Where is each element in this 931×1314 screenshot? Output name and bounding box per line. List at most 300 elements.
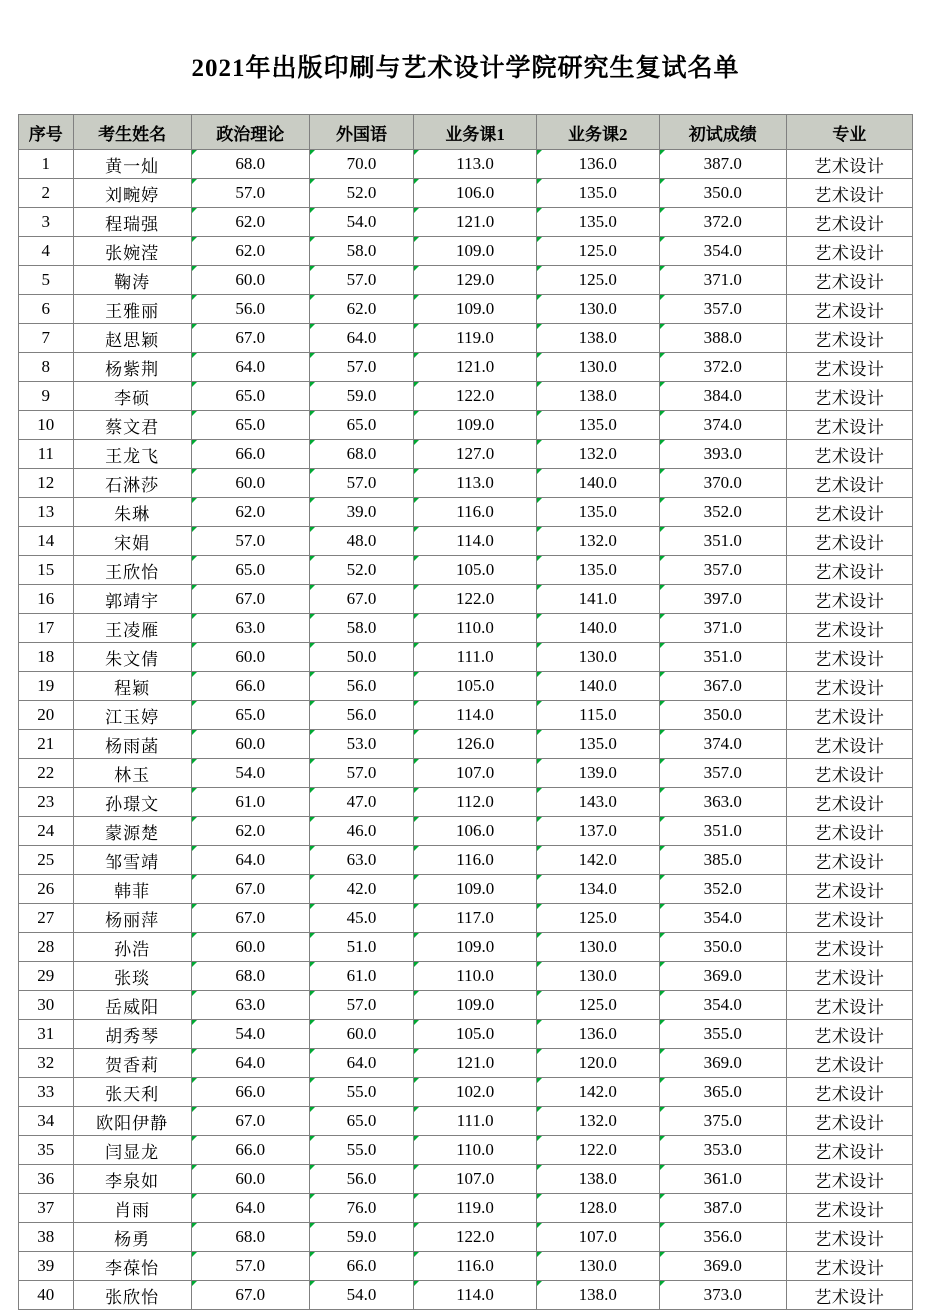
cell-subject-2: 125.0 [536, 266, 659, 295]
cell-politics: 57.0 [191, 1252, 309, 1281]
cell-politics: 64.0 [191, 1194, 309, 1223]
cell-foreign-language: 54.0 [309, 208, 414, 237]
cell-subject-1: 117.0 [414, 904, 537, 933]
cell-total: 354.0 [659, 991, 786, 1020]
cell-foreign-language: 57.0 [309, 353, 414, 382]
cell-subject-2: 138.0 [536, 1281, 659, 1310]
cell-total: 375.0 [659, 1107, 786, 1136]
cell-index: 27 [19, 904, 74, 933]
table-row [19, 614, 913, 643]
cell-subject-2: 135.0 [536, 556, 659, 585]
cell-name: 蔡文君 [73, 411, 191, 440]
cell-subject-1: 114.0 [414, 527, 537, 556]
cell-politics: 65.0 [191, 556, 309, 585]
cell-index: 16 [19, 585, 74, 614]
cell-major: 艺术设计 [786, 1078, 912, 1107]
cell-total: 354.0 [659, 904, 786, 933]
cell-name: 王凌雁 [73, 614, 191, 643]
cell-major: 艺术设计 [786, 904, 912, 933]
table-row [19, 1281, 913, 1310]
cell-subject-1: 112.0 [414, 788, 537, 817]
cell-name: 岳威阳 [73, 991, 191, 1020]
cell-name: 朱文倩 [73, 643, 191, 672]
table-row [19, 1049, 913, 1078]
cell-subject-1: 110.0 [414, 614, 537, 643]
cell-total: 369.0 [659, 1049, 786, 1078]
cell-index: 29 [19, 962, 74, 991]
cell-name: 林玉 [73, 759, 191, 788]
table-row [19, 643, 913, 672]
cell-major: 艺术设计 [786, 382, 912, 411]
column-header-subject-1: 业务课1 [414, 115, 537, 150]
cell-total: 350.0 [659, 701, 786, 730]
cell-subject-2: 132.0 [536, 527, 659, 556]
cell-subject-1: 121.0 [414, 208, 537, 237]
cell-politics: 64.0 [191, 846, 309, 875]
cell-subject-1: 109.0 [414, 237, 537, 266]
cell-name: 张琰 [73, 962, 191, 991]
cell-major: 艺术设计 [786, 208, 912, 237]
cell-total: 385.0 [659, 846, 786, 875]
cell-major: 艺术设计 [786, 1281, 912, 1310]
cell-total: 350.0 [659, 933, 786, 962]
cell-major: 艺术设计 [786, 1020, 912, 1049]
cell-subject-1: 109.0 [414, 411, 537, 440]
cell-subject-1: 121.0 [414, 353, 537, 382]
cell-subject-2: 140.0 [536, 614, 659, 643]
table-row [19, 179, 913, 208]
cell-name: 程颖 [73, 672, 191, 701]
cell-subject-1: 127.0 [414, 440, 537, 469]
cell-total: 365.0 [659, 1078, 786, 1107]
cell-subject-2: 132.0 [536, 1107, 659, 1136]
table-row [19, 556, 913, 585]
cell-total: 393.0 [659, 440, 786, 469]
cell-subject-2: 138.0 [536, 324, 659, 353]
cell-foreign-language: 60.0 [309, 1020, 414, 1049]
cell-politics: 64.0 [191, 1049, 309, 1078]
cell-subject-2: 143.0 [536, 788, 659, 817]
cell-total: 374.0 [659, 730, 786, 759]
cell-major: 艺术设计 [786, 991, 912, 1020]
cell-index: 11 [19, 440, 74, 469]
cell-name: 贺香莉 [73, 1049, 191, 1078]
cell-name: 孙璟文 [73, 788, 191, 817]
cell-name: 赵思颖 [73, 324, 191, 353]
cell-total: 367.0 [659, 672, 786, 701]
table-row [19, 1165, 913, 1194]
table-row [19, 150, 913, 179]
cell-subject-2: 135.0 [536, 498, 659, 527]
cell-name: 韩菲 [73, 875, 191, 904]
cell-index: 20 [19, 701, 74, 730]
cell-index: 21 [19, 730, 74, 759]
cell-foreign-language: 62.0 [309, 295, 414, 324]
column-header-foreign-language: 外国语 [309, 115, 414, 150]
cell-subject-2: 142.0 [536, 846, 659, 875]
cell-total: 357.0 [659, 759, 786, 788]
cell-politics: 67.0 [191, 324, 309, 353]
table-row [19, 1136, 913, 1165]
table-row [19, 324, 913, 353]
cell-subject-2: 137.0 [536, 817, 659, 846]
cell-foreign-language: 68.0 [309, 440, 414, 469]
cell-total: 361.0 [659, 1165, 786, 1194]
table-row [19, 353, 913, 382]
cell-index: 25 [19, 846, 74, 875]
cell-subject-2: 128.0 [536, 1194, 659, 1223]
cell-index: 33 [19, 1078, 74, 1107]
table-row [19, 962, 913, 991]
cell-foreign-language: 58.0 [309, 614, 414, 643]
cell-politics: 66.0 [191, 1078, 309, 1107]
table-row [19, 730, 913, 759]
cell-politics: 65.0 [191, 382, 309, 411]
cell-foreign-language: 55.0 [309, 1136, 414, 1165]
cell-index: 28 [19, 933, 74, 962]
cell-subject-1: 116.0 [414, 846, 537, 875]
cell-index: 4 [19, 237, 74, 266]
cell-total: 354.0 [659, 237, 786, 266]
cell-total: 353.0 [659, 1136, 786, 1165]
cell-major: 艺术设计 [786, 933, 912, 962]
cell-subject-1: 121.0 [414, 1049, 537, 1078]
cell-foreign-language: 64.0 [309, 324, 414, 353]
column-header-politics: 政治理论 [191, 115, 309, 150]
cell-name: 王龙飞 [73, 440, 191, 469]
table-row [19, 382, 913, 411]
cell-politics: 67.0 [191, 1281, 309, 1310]
cell-total: 352.0 [659, 875, 786, 904]
cell-politics: 60.0 [191, 266, 309, 295]
cell-total: 351.0 [659, 643, 786, 672]
cell-index: 37 [19, 1194, 74, 1223]
cell-major: 艺术设计 [786, 353, 912, 382]
cell-foreign-language: 65.0 [309, 411, 414, 440]
cell-subject-1: 129.0 [414, 266, 537, 295]
cell-name: 邹雪靖 [73, 846, 191, 875]
cell-index: 22 [19, 759, 74, 788]
cell-foreign-language: 57.0 [309, 469, 414, 498]
cell-subject-1: 109.0 [414, 933, 537, 962]
cell-index: 10 [19, 411, 74, 440]
table-row [19, 527, 913, 556]
cell-foreign-language: 65.0 [309, 1107, 414, 1136]
cell-subject-2: 122.0 [536, 1136, 659, 1165]
cell-major: 艺术设计 [786, 672, 912, 701]
cell-politics: 66.0 [191, 1136, 309, 1165]
table-row [19, 788, 913, 817]
table-row [19, 440, 913, 469]
cell-total: 374.0 [659, 411, 786, 440]
column-header-name: 考生姓名 [73, 115, 191, 150]
cell-total: 350.0 [659, 179, 786, 208]
table-row [19, 237, 913, 266]
cell-name: 程瑞强 [73, 208, 191, 237]
column-header-subject-2: 业务课2 [536, 115, 659, 150]
cell-subject-2: 130.0 [536, 1252, 659, 1281]
cell-total: 357.0 [659, 295, 786, 324]
cell-major: 艺术设计 [786, 962, 912, 991]
cell-name: 张婉滢 [73, 237, 191, 266]
cell-subject-1: 126.0 [414, 730, 537, 759]
cell-politics: 67.0 [191, 585, 309, 614]
cell-subject-1: 122.0 [414, 1223, 537, 1252]
cell-subject-1: 107.0 [414, 1165, 537, 1194]
table-row [19, 672, 913, 701]
cell-foreign-language: 50.0 [309, 643, 414, 672]
cell-subject-2: 130.0 [536, 353, 659, 382]
cell-name: 闫显龙 [73, 1136, 191, 1165]
cell-subject-1: 119.0 [414, 1194, 537, 1223]
cell-subject-1: 105.0 [414, 1020, 537, 1049]
cell-subject-2: 136.0 [536, 1020, 659, 1049]
cell-foreign-language: 42.0 [309, 875, 414, 904]
table-row [19, 266, 913, 295]
cell-subject-2: 107.0 [536, 1223, 659, 1252]
cell-major: 艺术设计 [786, 817, 912, 846]
cell-name: 鞠涛 [73, 266, 191, 295]
table-row [19, 295, 913, 324]
cell-index: 5 [19, 266, 74, 295]
cell-subject-2: 125.0 [536, 237, 659, 266]
table-row [19, 759, 913, 788]
cell-subject-1: 114.0 [414, 1281, 537, 1310]
table-row [19, 817, 913, 846]
cell-subject-1: 102.0 [414, 1078, 537, 1107]
cell-total: 384.0 [659, 382, 786, 411]
table-body [19, 150, 913, 1310]
cell-foreign-language: 59.0 [309, 382, 414, 411]
candidate-scores-table [18, 114, 913, 1310]
cell-subject-1: 109.0 [414, 875, 537, 904]
table-row [19, 1107, 913, 1136]
cell-subject-2: 120.0 [536, 1049, 659, 1078]
table-row [19, 1020, 913, 1049]
cell-subject-2: 130.0 [536, 295, 659, 324]
cell-subject-1: 114.0 [414, 701, 537, 730]
cell-total: 371.0 [659, 614, 786, 643]
column-header-major: 专业 [786, 115, 912, 150]
cell-foreign-language: 57.0 [309, 759, 414, 788]
cell-major: 艺术设计 [786, 788, 912, 817]
cell-name: 张欣怡 [73, 1281, 191, 1310]
cell-total: 369.0 [659, 1252, 786, 1281]
cell-foreign-language: 39.0 [309, 498, 414, 527]
column-header-total: 初试成绩 [659, 115, 786, 150]
table-header-row [19, 115, 913, 150]
cell-name: 黄一灿 [73, 150, 191, 179]
cell-subject-1: 109.0 [414, 295, 537, 324]
cell-politics: 65.0 [191, 701, 309, 730]
table-row [19, 208, 913, 237]
cell-name: 李硕 [73, 382, 191, 411]
cell-politics: 54.0 [191, 1020, 309, 1049]
cell-politics: 67.0 [191, 904, 309, 933]
cell-index: 24 [19, 817, 74, 846]
cell-major: 艺术设计 [786, 759, 912, 788]
column-header-index: 序号 [19, 115, 74, 150]
cell-politics: 54.0 [191, 759, 309, 788]
cell-major: 艺术设计 [786, 179, 912, 208]
cell-foreign-language: 47.0 [309, 788, 414, 817]
cell-name: 朱琳 [73, 498, 191, 527]
cell-name: 郭靖宇 [73, 585, 191, 614]
cell-total: 370.0 [659, 469, 786, 498]
cell-politics: 67.0 [191, 1107, 309, 1136]
cell-major: 艺术设计 [786, 875, 912, 904]
cell-subject-1: 106.0 [414, 817, 537, 846]
cell-major: 艺术设计 [786, 556, 912, 585]
cell-name: 蒙源楚 [73, 817, 191, 846]
cell-foreign-language: 48.0 [309, 527, 414, 556]
cell-index: 2 [19, 179, 74, 208]
cell-major: 艺术设计 [786, 1136, 912, 1165]
cell-major: 艺术设计 [786, 469, 912, 498]
cell-subject-2: 138.0 [536, 382, 659, 411]
cell-subject-2: 135.0 [536, 411, 659, 440]
table-row [19, 1078, 913, 1107]
cell-foreign-language: 45.0 [309, 904, 414, 933]
cell-name: 宋娟 [73, 527, 191, 556]
cell-foreign-language: 51.0 [309, 933, 414, 962]
cell-major: 艺术设计 [786, 614, 912, 643]
cell-subject-2: 130.0 [536, 643, 659, 672]
cell-major: 艺术设计 [786, 527, 912, 556]
cell-total: 351.0 [659, 527, 786, 556]
cell-politics: 64.0 [191, 353, 309, 382]
cell-foreign-language: 67.0 [309, 585, 414, 614]
cell-foreign-language: 63.0 [309, 846, 414, 875]
cell-index: 7 [19, 324, 74, 353]
cell-name: 李泉如 [73, 1165, 191, 1194]
cell-index: 17 [19, 614, 74, 643]
table-row [19, 1252, 913, 1281]
cell-politics: 66.0 [191, 440, 309, 469]
table-row [19, 1194, 913, 1223]
cell-name: 肖雨 [73, 1194, 191, 1223]
cell-index: 31 [19, 1020, 74, 1049]
cell-subject-1: 122.0 [414, 585, 537, 614]
cell-politics: 62.0 [191, 208, 309, 237]
cell-politics: 65.0 [191, 411, 309, 440]
cell-foreign-language: 56.0 [309, 672, 414, 701]
cell-foreign-language: 52.0 [309, 179, 414, 208]
cell-major: 艺术设计 [786, 846, 912, 875]
cell-subject-2: 135.0 [536, 179, 659, 208]
cell-name: 欧阳伊静 [73, 1107, 191, 1136]
cell-foreign-language: 56.0 [309, 701, 414, 730]
cell-subject-2: 142.0 [536, 1078, 659, 1107]
cell-politics: 66.0 [191, 672, 309, 701]
cell-subject-1: 116.0 [414, 498, 537, 527]
cell-subject-1: 113.0 [414, 150, 537, 179]
cell-total: 356.0 [659, 1223, 786, 1252]
cell-major: 艺术设计 [786, 1223, 912, 1252]
cell-foreign-language: 46.0 [309, 817, 414, 846]
cell-index: 12 [19, 469, 74, 498]
cell-politics: 62.0 [191, 817, 309, 846]
cell-total: 373.0 [659, 1281, 786, 1310]
table-row [19, 846, 913, 875]
cell-index: 13 [19, 498, 74, 527]
cell-name: 杨紫荆 [73, 353, 191, 382]
cell-major: 艺术设计 [786, 266, 912, 295]
table-row [19, 585, 913, 614]
cell-total: 372.0 [659, 353, 786, 382]
cell-total: 369.0 [659, 962, 786, 991]
cell-politics: 68.0 [191, 1223, 309, 1252]
cell-major: 艺术设计 [786, 1194, 912, 1223]
cell-major: 艺术设计 [786, 730, 912, 759]
cell-index: 34 [19, 1107, 74, 1136]
cell-total: 352.0 [659, 498, 786, 527]
cell-politics: 60.0 [191, 730, 309, 759]
page-title: 2021年出版印刷与艺术设计学院研究生复试名单 [191, 55, 740, 82]
cell-major: 艺术设计 [786, 643, 912, 672]
cell-major: 艺术设计 [786, 295, 912, 324]
table-row [19, 701, 913, 730]
cell-index: 40 [19, 1281, 74, 1310]
cell-foreign-language: 66.0 [309, 1252, 414, 1281]
cell-total: 372.0 [659, 208, 786, 237]
cell-subject-2: 136.0 [536, 150, 659, 179]
cell-subject-1: 122.0 [414, 382, 537, 411]
cell-index: 38 [19, 1223, 74, 1252]
table-row [19, 411, 913, 440]
cell-foreign-language: 76.0 [309, 1194, 414, 1223]
cell-subject-2: 141.0 [536, 585, 659, 614]
table-row [19, 875, 913, 904]
cell-subject-2: 115.0 [536, 701, 659, 730]
cell-foreign-language: 53.0 [309, 730, 414, 759]
cell-subject-1: 111.0 [414, 643, 537, 672]
cell-name: 江玉婷 [73, 701, 191, 730]
cell-name: 杨雨菡 [73, 730, 191, 759]
cell-politics: 61.0 [191, 788, 309, 817]
cell-foreign-language: 55.0 [309, 1078, 414, 1107]
cell-foreign-language: 56.0 [309, 1165, 414, 1194]
cell-major: 艺术设计 [786, 440, 912, 469]
cell-total: 357.0 [659, 556, 786, 585]
cell-subject-1: 105.0 [414, 672, 537, 701]
cell-subject-1: 111.0 [414, 1107, 537, 1136]
cell-politics: 56.0 [191, 295, 309, 324]
cell-name: 王欣怡 [73, 556, 191, 585]
cell-total: 388.0 [659, 324, 786, 353]
cell-subject-2: 130.0 [536, 962, 659, 991]
cell-subject-1: 109.0 [414, 991, 537, 1020]
cell-total: 351.0 [659, 817, 786, 846]
cell-subject-1: 116.0 [414, 1252, 537, 1281]
cell-foreign-language: 61.0 [309, 962, 414, 991]
cell-index: 1 [19, 150, 74, 179]
cell-subject-2: 140.0 [536, 672, 659, 701]
cell-index: 9 [19, 382, 74, 411]
cell-subject-1: 119.0 [414, 324, 537, 353]
cell-subject-2: 125.0 [536, 991, 659, 1020]
cell-foreign-language: 59.0 [309, 1223, 414, 1252]
cell-politics: 63.0 [191, 991, 309, 1020]
cell-index: 30 [19, 991, 74, 1020]
cell-subject-1: 106.0 [414, 179, 537, 208]
cell-subject-2: 125.0 [536, 904, 659, 933]
cell-foreign-language: 54.0 [309, 1281, 414, 1310]
cell-foreign-language: 52.0 [309, 556, 414, 585]
cell-politics: 60.0 [191, 1165, 309, 1194]
cell-name: 石淋莎 [73, 469, 191, 498]
cell-politics: 68.0 [191, 962, 309, 991]
